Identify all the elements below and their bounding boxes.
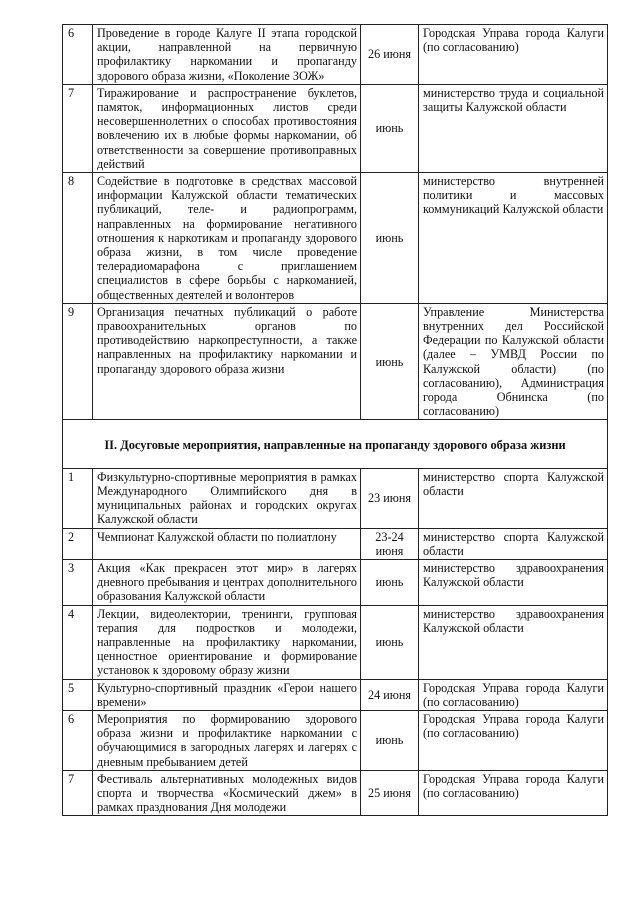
row-number: 1: [63, 468, 93, 528]
row-number: 7: [63, 84, 93, 172]
row-number: 3: [63, 559, 93, 605]
table-row: [63, 84, 608, 172]
date-cell: 23-24 июня: [361, 528, 419, 559]
row-number: 6: [63, 25, 93, 85]
responsible-cell: Управление Министерства внутренних дел Российской Федерации по Калужской области (далее – УМВД России по Калужской области) (по согласованию), Администрация города Обнинска (по согласованию): [419, 303, 608, 420]
responsible-cell: Городская Управа города Калуги (по согласованию): [419, 770, 608, 816]
responsible-cell: министерство спорта Калужской области: [419, 528, 608, 559]
date-cell: июнь: [361, 559, 419, 605]
table-row: [63, 468, 608, 528]
date-cell: июнь: [361, 84, 419, 172]
section-title: II. Досуговые мероприятия, направленные на пропаганду здорового образа жизни: [63, 420, 608, 468]
responsible-cell: министерство здравоохранения Калужской области: [419, 559, 608, 605]
activity-cell: Мероприятия по формированию здорового образа жизни и профилактике наркомании с обучающимися в загородных лагерях и лагерях с дневным пребыванием детей: [93, 710, 361, 770]
date-cell: июнь: [361, 303, 419, 420]
activity-cell: Тиражирование и распространение буклетов, памяток, информационных листов среди несовершеннолетних о способах противостояния вовлечению их в любые формы наркомании, об ответственности за совершение противоправных действий: [93, 84, 361, 172]
table-row: [63, 173, 608, 304]
date-cell: 25 июня: [361, 770, 419, 816]
row-number: 2: [63, 528, 93, 559]
responsible-cell: министерство внутренней политики и массовых коммуникаций Калужской области: [419, 173, 608, 304]
responsible-cell: министерство спорта Калужской области: [419, 468, 608, 528]
activity-cell: Акция «Как прекрасен этот мир» в лагерях дневного пребывания и центрах дополнительного образования Калужской области: [93, 559, 361, 605]
row-number: 7: [63, 770, 93, 816]
date-cell: 23 июня: [361, 468, 419, 528]
row-number: 5: [63, 679, 93, 710]
row-number: 8: [63, 173, 93, 304]
events-table: [62, 24, 608, 816]
table-row: [63, 770, 608, 816]
document-page: [62, 24, 607, 816]
row-number: 4: [63, 605, 93, 679]
date-cell: июнь: [361, 605, 419, 679]
responsible-cell: Городская Управа города Калуги (по согласованию): [419, 25, 608, 85]
date-cell: 24 июня: [361, 679, 419, 710]
table-row: [63, 303, 608, 420]
table-row: [63, 559, 608, 605]
row-number: 6: [63, 710, 93, 770]
activity-cell: Фестиваль альтернативных молодежных видов спорта и творчества «Космический джем» в рамках празднования Дня молодежи: [93, 770, 361, 816]
date-cell: июнь: [361, 173, 419, 304]
activity-cell: Культурно-спортивный праздник «Герои нашего времени»: [93, 679, 361, 710]
table-row: [63, 25, 608, 85]
activity-cell: Содействие в подготовке в средствах массовой информации Калужской области тематических публикаций, теле- и радиопрограмм, направленных на формирование негативного отношения к наркотикам и пропаганду здорового образа жизни, в том числе проведение телерадиомарафона с приглашением специалистов в сфере борьбы с наркоманией, общественных деятелей и волонтеров: [93, 173, 361, 304]
row-number: 9: [63, 303, 93, 420]
activity-cell: Физкультурно-спортивные мероприятия в рамках Международного Олимпийского дня в муниципальных районах и городских округах Калужской области: [93, 468, 361, 528]
responsible-cell: Городская Управа города Калуги (по согласованию): [419, 710, 608, 770]
responsible-cell: министерство труда и социальной защиты Калужской области: [419, 84, 608, 172]
responsible-cell: министерство здравоохранения Калужской области: [419, 605, 608, 679]
table-row: [63, 679, 608, 710]
table-row: [63, 605, 608, 679]
activity-cell: Чемпионат Калужской области по полиатлону: [93, 528, 361, 559]
activity-cell: Организация печатных публикаций о работе правоохранительных органов по противодействию наркопреступности, а также направленных на профилактику наркомании и пропаганду здорового образа жизни: [93, 303, 361, 420]
table-row: [63, 528, 608, 559]
section-row: [63, 420, 608, 468]
date-cell: 26 июня: [361, 25, 419, 85]
activity-cell: Лекции, видеолектории, тренинги, групповая терапия для подростков и молодежи, направленные на профилактику наркомании, ценностное ориентирование и формирование установок к здоровому образу жизни: [93, 605, 361, 679]
table-row: [63, 710, 608, 770]
activity-cell: Проведение в городе Калуге II этапа городской акции, направленной на первичную профилактику наркомании и пропаганду здорового образа жизни, «Поколение ЗОЖ»: [93, 25, 361, 85]
date-cell: июнь: [361, 710, 419, 770]
responsible-cell: Городская Управа города Калуги (по согласованию): [419, 679, 608, 710]
